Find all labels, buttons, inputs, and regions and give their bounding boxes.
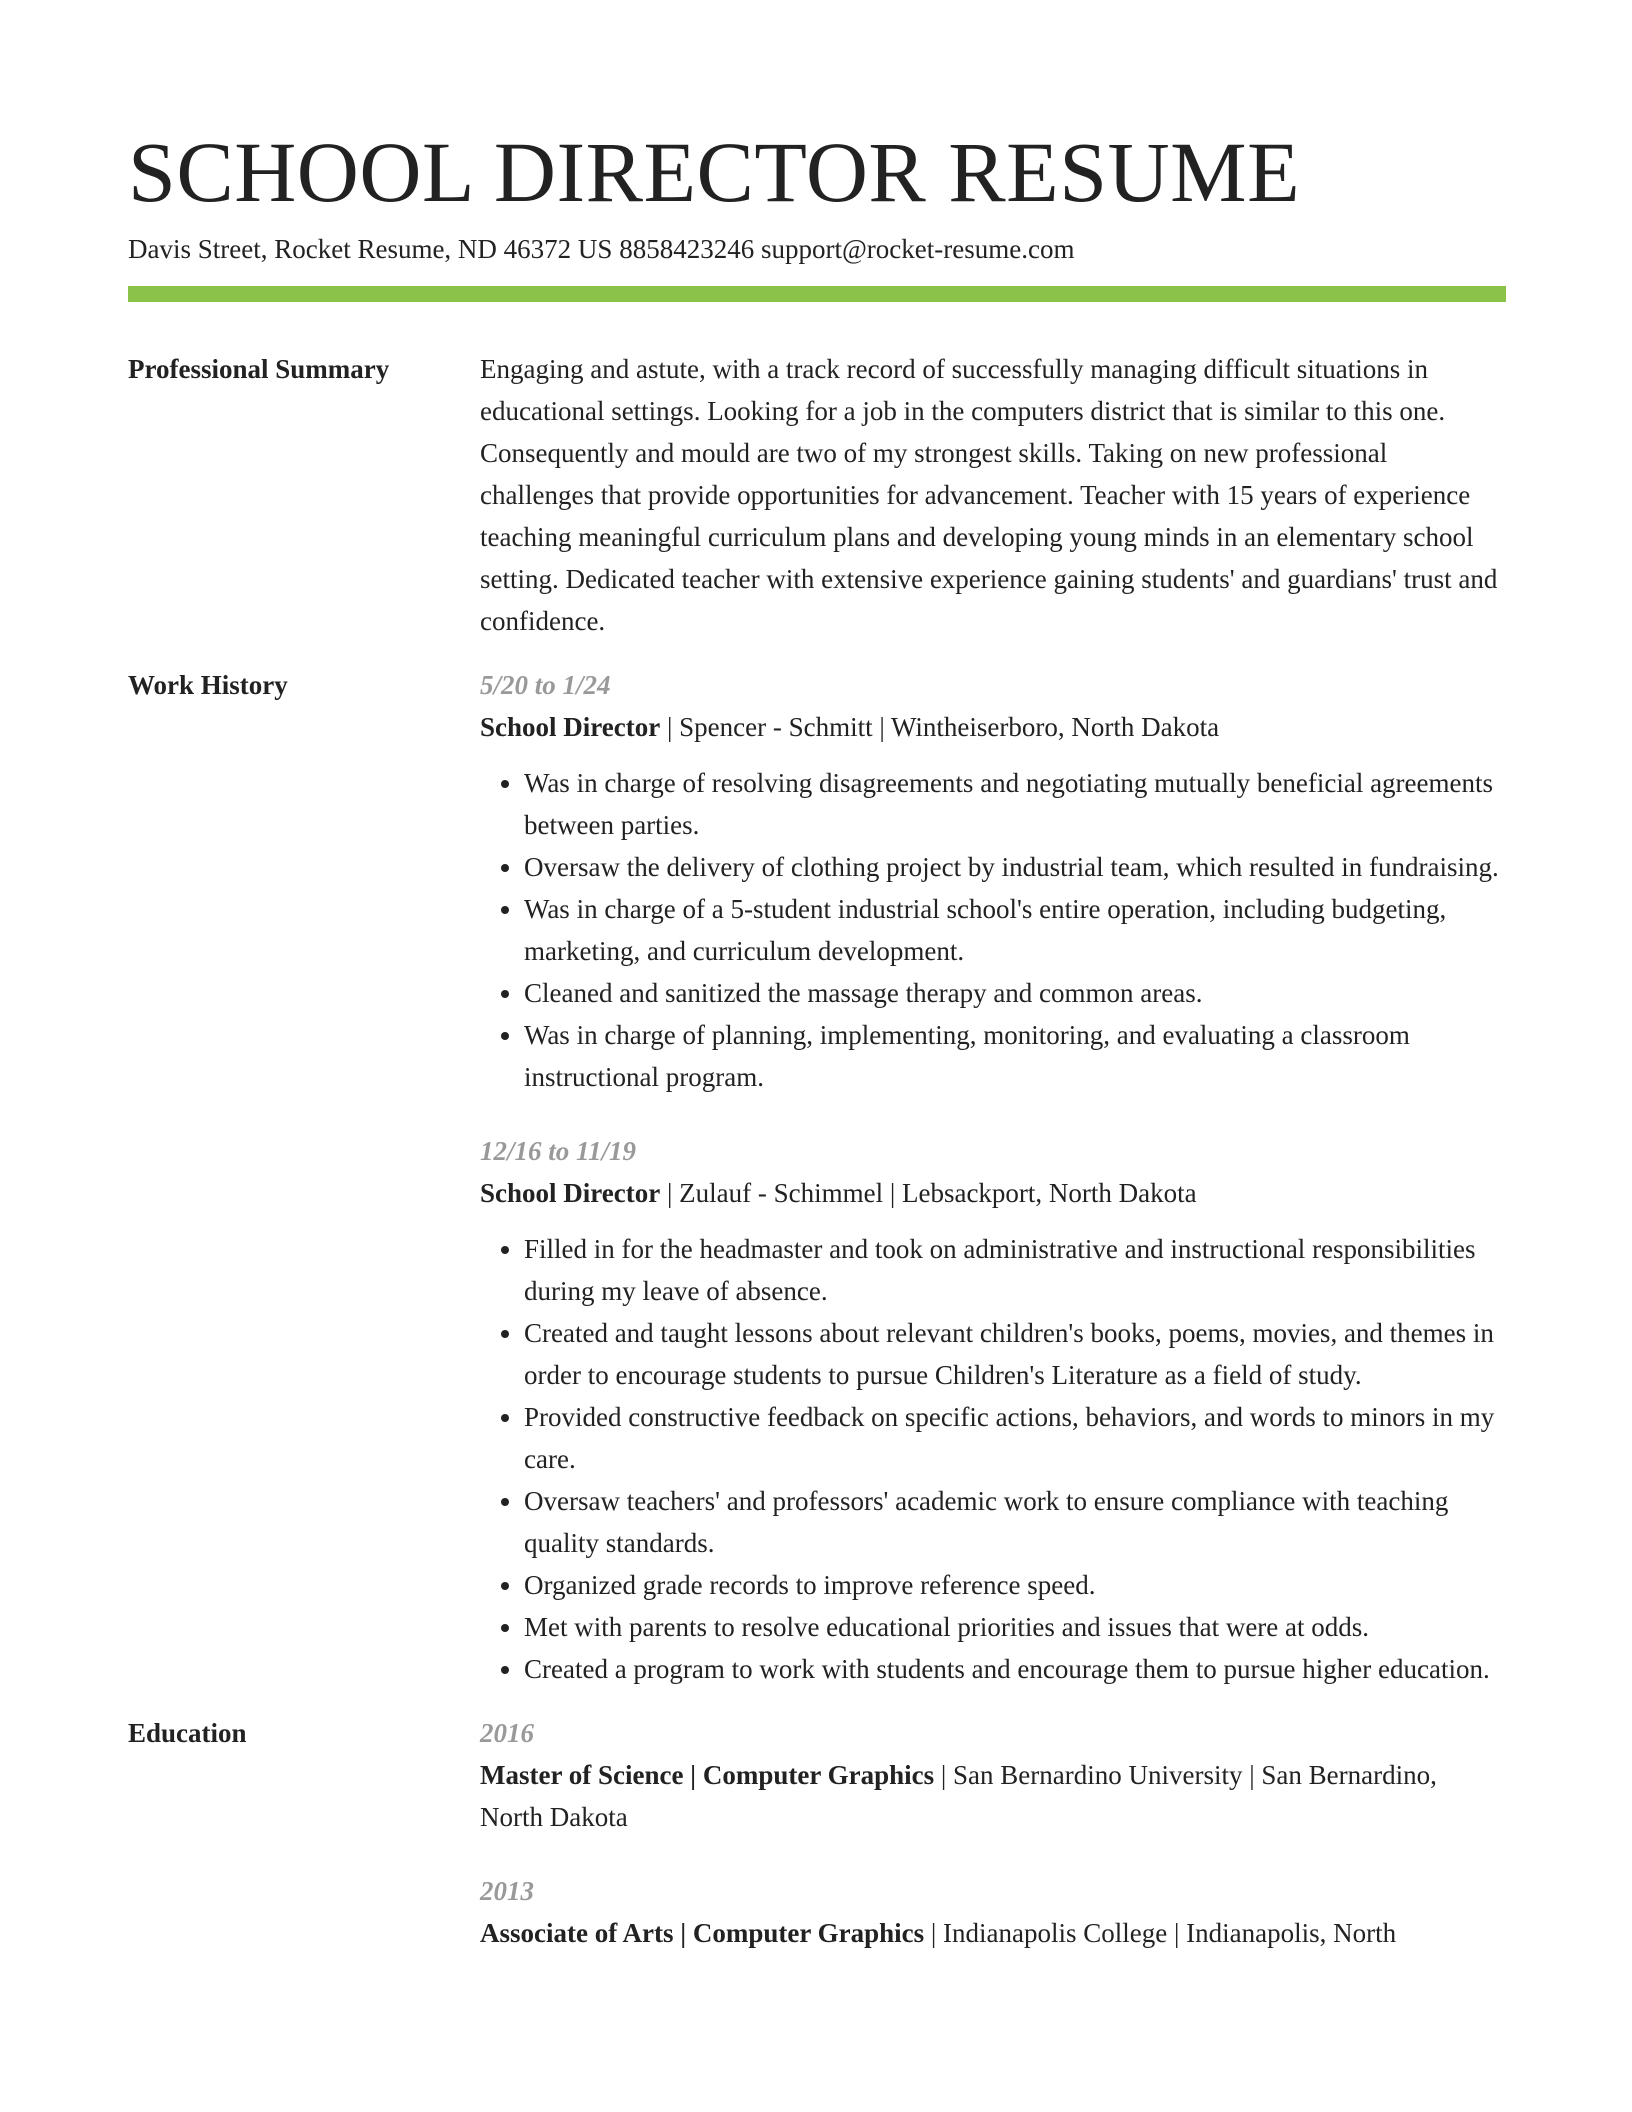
job-heading: [480, 1172, 1506, 1214]
job-dates: 5/20 to 1/24: [480, 670, 611, 700]
list-item: • Filled in for the headmaster and took on administrative and instructional responsibilities during my leave of absence.: [524, 1228, 1506, 1312]
list-item: • Met with parents to resolve educational priorities and issues that were at odds.: [524, 1606, 1506, 1648]
job-entry: [480, 664, 1506, 1098]
work-history-section: [128, 664, 1506, 1690]
list-item: • Created and taught lessons about relevant children's books, poems, movies, and themes in order to encourage students to pursue Children's Literature as a field of study.: [524, 1312, 1506, 1396]
section-heading: Education: [128, 1718, 247, 1748]
job-details: | Spencer - Schmitt | Wintheiserboro, North Dakota: [660, 712, 1220, 742]
degree-title: Master of Science | Computer Graphics: [480, 1760, 935, 1790]
list-item: • Was in charge of a 5-student industrial school's entire operation, including budgeting, marketing, and curriculum development.: [524, 888, 1506, 972]
list-item: • Was in charge of planning, implementing, monitoring, and evaluating a classroom instructional program.: [524, 1014, 1506, 1098]
job-title: School Director: [480, 1178, 661, 1208]
list-item: • Was in charge of resolving disagreements and negotiating mutually beneficial agreements between parties.: [524, 762, 1506, 846]
education-year: 2016: [480, 1718, 534, 1748]
list-item: • Cleaned and sanitized the massage therapy and common areas.: [524, 972, 1506, 1014]
summary-text: Engaging and astute, with a track record of successfully managing difficult situations in educational settings. Looking for a job in the computers district that is similar to this one. Consequently and mould are two of my strongest skills. Taking on new professional challenges that provide opportunities for advancement. Teacher with 15 years of experience teaching meaningful curriculum plans and developing young minds in an elementary school setting. Dedicated teacher with extensive experience gaining students' and guardians' trust and confidence.: [480, 354, 1498, 636]
resume-sections: [128, 348, 1506, 1976]
job-title: School Director: [480, 712, 661, 742]
job-dates: 12/16 to 11/19: [480, 1136, 637, 1166]
job-entry: [480, 1130, 1506, 1690]
resume-title: SCHOOL DIRECTOR RESUME: [128, 124, 1301, 220]
education-entry: [480, 1870, 1506, 1954]
education-details: | San Bernardino University | San Bernardino, North Dakota: [480, 1760, 1437, 1832]
list-item: • Oversaw teachers' and professors' academic work to ensure compliance with teaching quality standards.: [524, 1480, 1506, 1564]
section-heading: Work History: [128, 670, 288, 700]
job-heading: [480, 706, 1506, 748]
degree-title: Associate of Arts | Computer Graphics: [480, 1918, 925, 1948]
section-body: [480, 348, 1506, 642]
list-item: • Created a program to work with students and encourage them to pursue higher education.: [524, 1648, 1506, 1690]
contact-line: Davis Street, Rocket Resume, ND 46372 US 8858423246 support@rocket-resume.com: [128, 234, 1075, 264]
education-year: 2013: [480, 1876, 534, 1906]
accent-divider: [128, 286, 1506, 302]
section-body: [480, 664, 1506, 1690]
section-body: [480, 1712, 1506, 1954]
list-item: • Oversaw the delivery of clothing project by industrial team, which resulted in fundraising.: [524, 846, 1506, 888]
job-bullets: [480, 1228, 1506, 1690]
job-details: | Zulauf - Schimmel | Lebsackport, North Dakota: [660, 1178, 1197, 1208]
list-item: • Organized grade records to improve reference speed.: [524, 1564, 1506, 1606]
job-bullets: [480, 762, 1506, 1098]
professional-summary-section: [128, 348, 1506, 642]
education-section: [128, 1712, 1506, 1954]
education-details: | Indianapolis College | Indianapolis, North: [924, 1918, 1397, 1948]
section-heading: Professional Summary: [128, 354, 390, 384]
list-item: • Provided constructive feedback on specific actions, behaviors, and words to minors in my care.: [524, 1396, 1506, 1480]
education-heading: [480, 1912, 1506, 1954]
education-entry: [480, 1712, 1506, 1838]
education-heading: [480, 1754, 1506, 1838]
